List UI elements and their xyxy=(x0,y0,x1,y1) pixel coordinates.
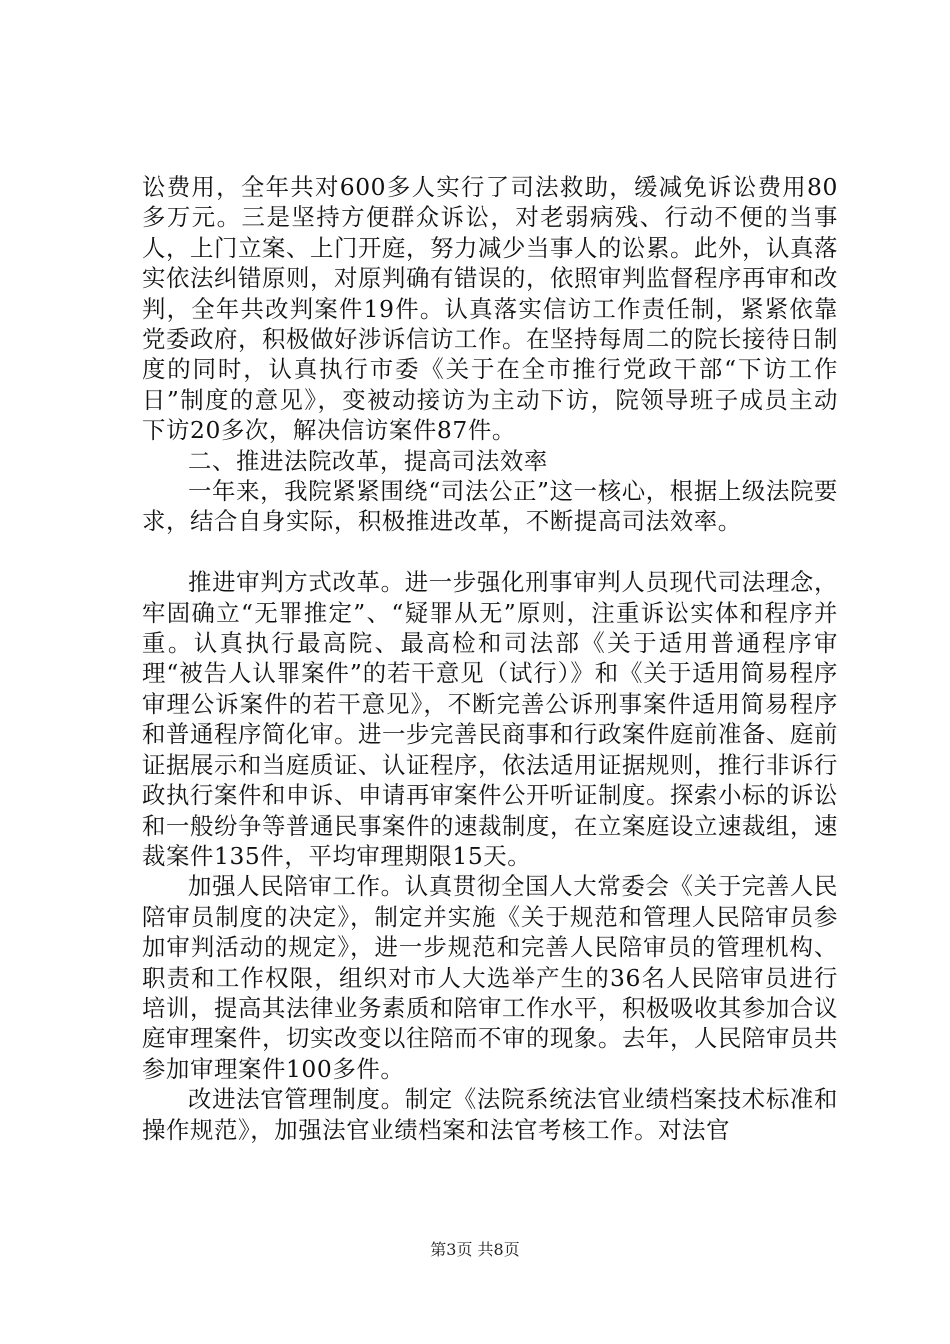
section-heading: 二、推进法院改革，提高司法效率 xyxy=(188,446,548,475)
paragraph-trial-reform: 推进审判方式改革。进一步强化刑事审判人员现代司法理念，牢固确立“无罪推定”、“疑罪从无”原则，注重诉讼实体和程序并重。认真执行最高院、最高检和司法部《关于适用普通程序审理“被告人认罪案件”的若干意见（试行）》和《关于适用简易程序审理公诉案件的若干意见》，不断完善公诉刑事案件适用简易程序和普通程序简化审。进一步完善民商事和行政案件庭前准备、庭前证据展示和当庭质证、认证程序，依法适用证据规则，推行非诉行政执行案件和申诉、申请再审案件公开听证制度。探索小标的诉讼和一般纷争等普通民事案件的速裁制度，在立案庭设立速裁组，速裁案件135件，平均审理期限15天。 xyxy=(142,568,838,870)
paragraph-jury-work: 加强人民陪审工作。认真贯彻全国人大常委会《关于完善人民陪审员制度的决定》，制定并实施《关于规范和管理人民陪审员参加审判活动的规定》，进一步规范和完善人民陪审员的管理机构、职责和工作权限，组织对市人大选举产生的36名人民陪审员进行培训，提高其法律业务素质和陪审工作水平，积极吸收其参加合议庭审理案件，切实改变以往陪而不审的现象。去年，人民陪审员共参加审理案件100多件。 xyxy=(142,872,838,1083)
document-body xyxy=(142,172,838,1145)
paragraph-intro: 一年来，我院紧紧围绕“司法公正”这一核心，根据上级法院要求，结合自身实际，积极推进改革，不断提高司法效率。 xyxy=(142,477,838,536)
paragraph-judge-management: 改进法官管理制度。制定《法院系统法官业绩档案技术标准和操作规范》，加强法官业绩档案和法官考核工作。对法官 xyxy=(142,1085,838,1144)
page-number-footer: 第3页 共8页 xyxy=(430,1240,520,1259)
paragraph-continuation: 讼费用，全年共对600多人实行了司法救助，缓减免诉讼费用80多万元。三是坚持方便群众诉讼，对老弱病残、行动不便的当事人，上门立案、上门开庭，努力减少当事人的讼累。此外，认真落实依法纠错原则，对原判确有错误的，依照审判监督程序再审和改判，全年共改判案件19件。认真落实信访工作责任制，紧紧依靠党委政府，积极做好涉诉信访工作。在坚持每周二的院长接待日制度的同时，认真执行市委《关于在全市推行党政干部“下访工作日”制度的意见》，变被动接访为主动下访，院领导班子成员主动下访20多次，解决信访案件87件。 xyxy=(142,173,838,445)
